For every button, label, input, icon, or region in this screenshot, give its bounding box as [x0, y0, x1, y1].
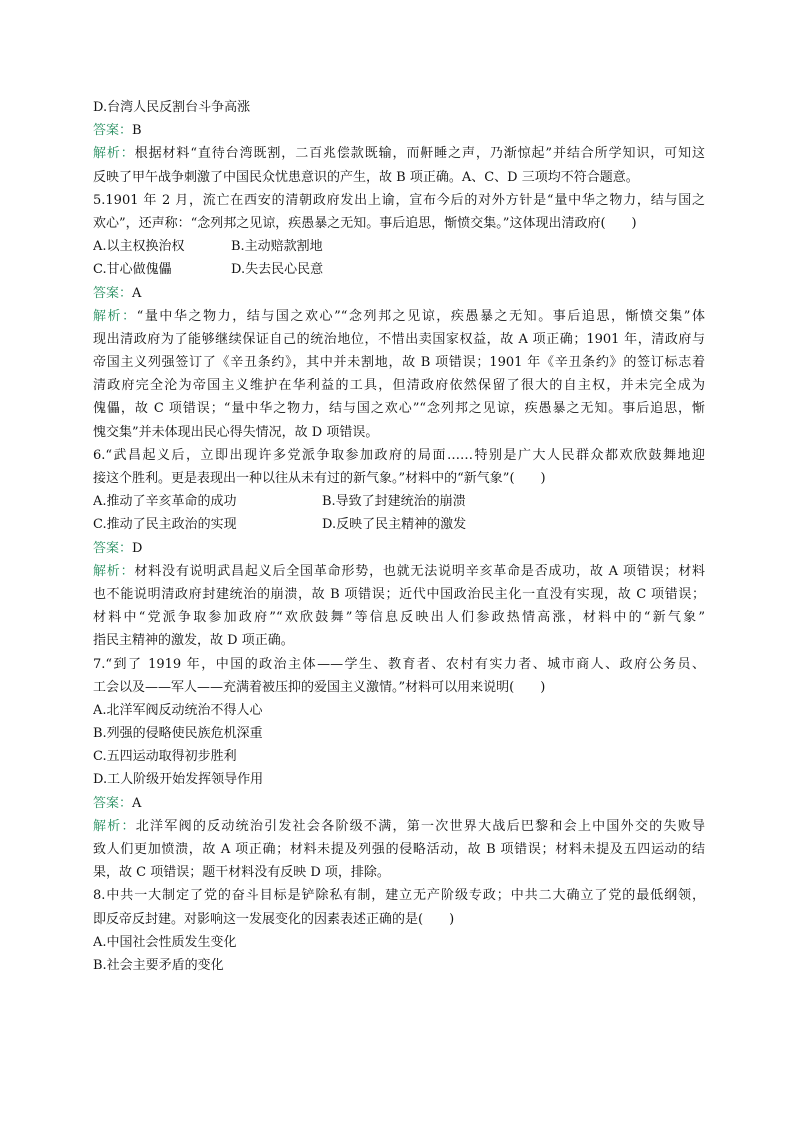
- text-line: 工会以及——军人——充满着被压抑的爱国主义激情。”材料可以用来说明( ): [93, 679, 546, 695]
- text-line: A.中国社会性质发生变化: [93, 934, 237, 950]
- document-page: [93, 96, 705, 977]
- option-item: A.以主权换治权: [93, 239, 185, 255]
- answer-value: A: [132, 795, 142, 811]
- option-item: D.失去民心民意: [231, 262, 324, 278]
- option-item: C.推动了民主政治的实现: [93, 517, 237, 533]
- analysis-line: [93, 328, 705, 351]
- answer-line: [93, 792, 705, 815]
- analysis-line: [93, 142, 705, 165]
- text-line: 即反帝反封建。对影响这一发展变化的因素表述正确的是( ): [93, 911, 455, 927]
- text-line: A.北洋军阀反动统治不得人心: [93, 702, 263, 718]
- analysis-line: [93, 583, 705, 606]
- text-line: 接这个胜利。更是表现出一种以往从未有过的新气象。”材料中的“新气象”( ): [93, 471, 546, 486]
- analysis-line: [93, 606, 705, 629]
- analysis-text: 致人们更加愤溃，故 A 项正确；材料未提及列强的侵略活动，故 B 项错误；材料未提及五四运动的结: [93, 842, 705, 857]
- option-item: D.反映了民主精神的激发: [322, 517, 467, 533]
- analysis-text: 指民主精神的激发，故 D 项正确。: [93, 633, 294, 649]
- text-line: B.列强的侵略使民族危机深重: [93, 726, 263, 742]
- analysis-line: [93, 351, 705, 374]
- analysis-line: [93, 166, 705, 189]
- analysis-text: 也不能说明清政府封建统治的崩溃，故 B 项错误；近代中国政治民主化一直没有实现，故 C 项错误；: [93, 586, 705, 602]
- text-line: D.工人阶级开始发挥领导作用: [93, 772, 264, 788]
- analysis-text: 果，故 C 项错误；题干材料没有反映 D 项，排除。: [93, 865, 390, 881]
- analysis-text: 材料没有说明武昌起义后全国革命形势，也就无法说明辛亥革命是否成功，故 A 项错误；材料: [134, 563, 705, 579]
- answer-value: A: [132, 285, 142, 301]
- analysis-label: 解析：: [93, 146, 135, 162]
- text-line: 7.“到了 1919 年，中国的政治主体——学生、教育者、农村有实力者、城市商人、政府公务员、: [93, 656, 705, 672]
- answer-label: 答案：: [93, 795, 133, 811]
- options-row: [93, 258, 705, 281]
- analysis-text: 北洋军阀的反动统治引发社会各阶级不满，第一次世界大战后巴黎和会上中国外交的失败导: [135, 818, 705, 834]
- analysis-text: “量中华之物力，结与国之欢心”“念列邦之见谅，疾愚暴之无知。事后追思，惭愤交集”体: [136, 308, 705, 324]
- text-line: C.五四运动取得初步胜利: [93, 749, 237, 765]
- text-line: 欢心”，还声称：“念列邦之见谅，疾愚暴之无知。事后追思，惭愤交集。”这体现出清政府( ): [93, 215, 637, 231]
- option-item: B.导致了封建统治的崩溃: [322, 494, 466, 510]
- analysis-line: [93, 305, 705, 328]
- analysis-label: 解析：: [93, 563, 135, 579]
- analysis-text: 傀儡，故 C 项错误；“量中华之物力，结与国之欢心”“念列邦之见谅，疾愚暴之无知。事后追思，惭: [93, 401, 705, 417]
- text-line: 6.“武昌起义后，立即出现许多党派争取参加政府的局面……特别是广大人民群众都欢欣鼓舞地迎: [93, 447, 705, 463]
- analysis-text: 反映了甲午战争刺激了中国民众忧患意识的产生，故 B 项正确。A、C、D 三项均不符合题意。: [93, 169, 639, 185]
- options-row: [93, 490, 705, 513]
- analysis-text: 帝国主义列强签订了《辛丑条约》，其中并未割地，故 B 项错误；1901 年《辛丑条约》的签订标志着: [93, 355, 705, 371]
- text-line: B.社会主要矛盾的变化: [93, 957, 224, 973]
- text-line: 5.1901 年 2 月，流亡在西安的清朝政府发出上谕，宣布今后的对外方针是“量中华之物力，结与国之: [93, 192, 705, 208]
- answer-line: [93, 119, 705, 142]
- analysis-line: [93, 560, 705, 583]
- analysis-text: 愧交集”并未体现出民心得失情况，故 D 项错误。: [93, 424, 379, 440]
- analysis-text: 现出清政府为了能够继续保证自己的统治地位，不惜出卖国家权益，故 A 项正确；1901 年，清政府与: [93, 331, 705, 347]
- answer-label: 答案：: [93, 123, 133, 139]
- analysis-line: [93, 421, 705, 444]
- analysis-line: [93, 861, 705, 884]
- option-item: A.推动了辛亥革命的成功: [93, 494, 237, 510]
- analysis-line: [93, 838, 705, 861]
- analysis-text: 根据材料“直待台湾既割，二百兆偿款既输，而鼾睡之声，乃渐惊起”并结合所学知识，可知这: [134, 146, 705, 162]
- answer-line: [93, 282, 705, 305]
- answer-value: B: [132, 123, 142, 139]
- analysis-line: [93, 397, 705, 420]
- options-row: [93, 235, 705, 258]
- text-line: 8.中共一大制定了党的奋斗目标是铲除私有制，建立无产阶级专政；中共二大确立了党的最低纲领，: [93, 888, 705, 904]
- answer-label: 答案：: [93, 285, 133, 301]
- analysis-line: [93, 374, 705, 397]
- analysis-label: 解析：: [93, 818, 136, 834]
- options-row: [93, 513, 705, 536]
- analysis-text: 清政府完全沦为帝国主义维护在华利益的工具，但清政府依然保留了很大的自主权，并未完全成为: [93, 378, 705, 394]
- option-item: C.甘心做傀儡: [93, 262, 172, 278]
- answer-line: [93, 537, 705, 560]
- analysis-label: 解析：: [93, 308, 137, 324]
- analysis-text: 材料中“党派争取参加政府”“欢欣鼓舞”等信息反映出人们参政热情高涨，材料中的“新气象”: [93, 610, 705, 626]
- analysis-line: [93, 815, 705, 838]
- analysis-line: [93, 629, 705, 652]
- text-line: D.台湾人民反割台斗争高涨: [93, 100, 251, 115]
- answer-label: 答案：: [93, 540, 133, 556]
- answer-value: D: [132, 540, 143, 556]
- option-item: B.主动赔款割地: [231, 239, 323, 255]
